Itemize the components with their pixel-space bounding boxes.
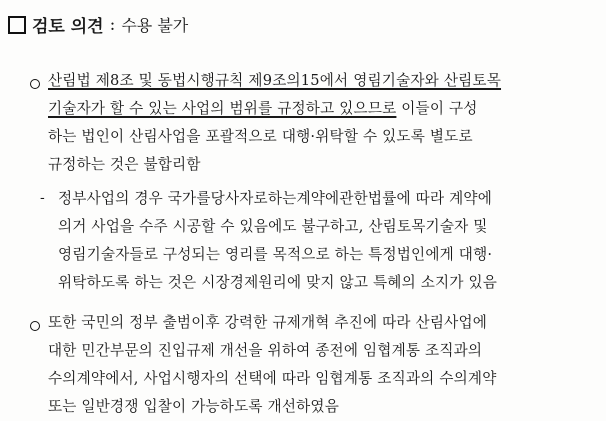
circle-bullet-icon xyxy=(30,321,40,331)
review-opinion-heading xyxy=(8,12,188,37)
paragraph2-line: 또는 일반경쟁 입찰이 가능하도록 개선하였음 xyxy=(48,398,340,415)
heading-title: 검토 의견 xyxy=(32,17,104,37)
paragraph1-underlined-part: 기술자가 할 수 있는 사업의 범위를 규정하고 있으므로 xyxy=(48,100,397,117)
sub-item-line: 위탁하도록 하는 것은 시장경제원리에 맞지 않고 특혜의 소지가 있음 xyxy=(58,274,498,291)
paragraph1-rest: 이들이 구성 xyxy=(396,100,478,117)
heading-separator: : xyxy=(109,14,116,35)
paragraph2-line: 대한 민간부문의 진입규제 개선을 위하여 종전에 임협계통 조직과의 xyxy=(48,342,483,359)
paragraph2-line: 수의계약에서, 사업시행자의 선택에 따라 임협계통 조직과의 수의계약 xyxy=(48,370,497,387)
paragraph1-line: 하는 법인이 산림사업을 포괄적으로 대행·위탁할 수 있도록 별도로 xyxy=(48,128,473,145)
dash-marker: - xyxy=(40,190,45,206)
heading-result: 수용 불가 xyxy=(121,16,189,35)
paragraph1-line: 산림법 제8조 및 동법시행규칙 제9조의15에서 영림기술자와 산림토목 xyxy=(48,72,502,89)
paragraph2-line: 또한 국민의 정부 출범이후 강력한 규제개혁 추진에 따라 산림사업에 xyxy=(48,314,488,331)
paragraph1-line xyxy=(48,100,478,118)
circle-bullet-icon xyxy=(30,79,40,89)
sub-item-line: 의거 사업을 수주 시공할 수 있음에도 불구하고, 산림토목기술자 및 xyxy=(58,218,488,235)
sub-item-line: 영림기술자들로 구성되는 영리를 목적으로 하는 특정법인에게 대행· xyxy=(58,246,493,263)
sub-item-line: 정부사업의 경우 국가를당사자로하는계약에관한법률에 따라 계약에 xyxy=(58,190,492,207)
square-bullet-icon xyxy=(8,16,26,34)
paragraph1-line: 규정하는 것은 불합리함 xyxy=(48,156,201,173)
